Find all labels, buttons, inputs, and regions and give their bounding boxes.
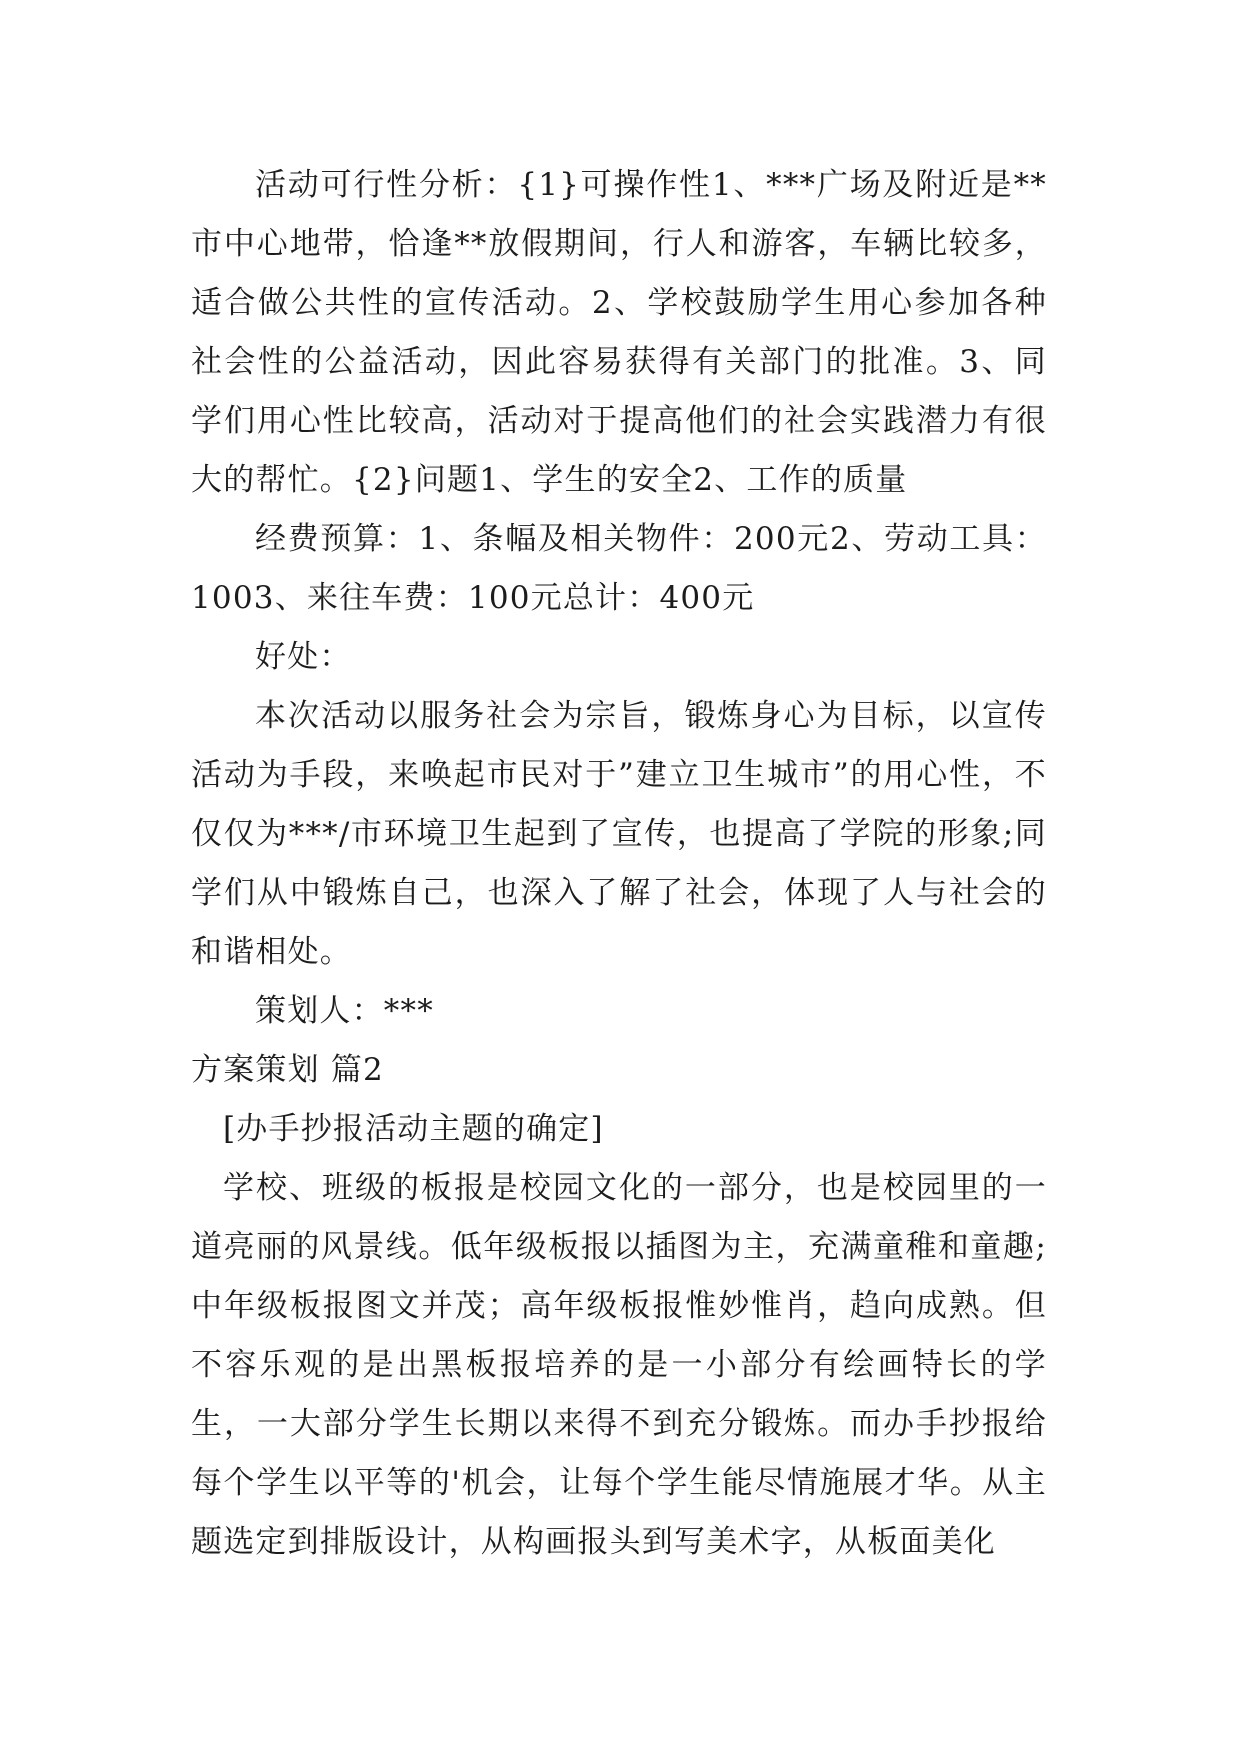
section-title: 方案策划 篇2	[191, 1052, 384, 1088]
feasibility-paragraph: 活动可行性分析：{1}可操作性1、***广场及附近是**市中心地带，恰逢**放假期间，行人和游客，车辆比较多，适合做公共性的宣传活动。2、学校鼓励学生用心参加各种社会性的公益活动，因此容易获得有关部门的批准。3、同学们用心性比较高，活动对于提高他们的社会实践潜力有很大的帮忙。{2}问题1、学生的安全2、工作的质量	[191, 167, 1047, 498]
topic-heading: [办手抄报活动主题的确定]	[223, 1111, 604, 1147]
planner-line: 策划人：***	[255, 993, 434, 1029]
document-body	[191, 156, 1047, 1572]
topic-paragraph: 学校、班级的板报是校园文化的一部分，也是校园里的一道亮丽的风景线。低年级板报以插图为主，充满童稚和童趣;中年级板报图文并茂；高年级板报惟妙惟肖，趋向成熟。但不容乐观的是出黑板报培养的是一小部分有绘画特长的学生，一大部分学生长期以来得不到充分锻炼。而办手抄报给每个学生以平等的'机会，让每个学生能尽情施展才华。从主题选定到排版设计，从构画报头到写美术字，从板面美化	[191, 1170, 1047, 1560]
benefits-heading: 好处：	[255, 639, 352, 675]
benefits-paragraph: 本次活动以服务社会为宗旨，锻炼身心为目标，以宣传活动为手段，来唤起市民对于”建立卫生城市”的用心性，不仅仅为***/市环境卫生起到了宣传，也提高了学院的形象;同学们从中锻炼自己，也深入了解了社会，体现了人与社会的和谐相处。	[191, 698, 1047, 970]
budget-paragraph: 经费预算：1、条幅及相关物件：200元2、劳动工具：1003、来往车费：100元总计：400元	[191, 521, 1047, 616]
